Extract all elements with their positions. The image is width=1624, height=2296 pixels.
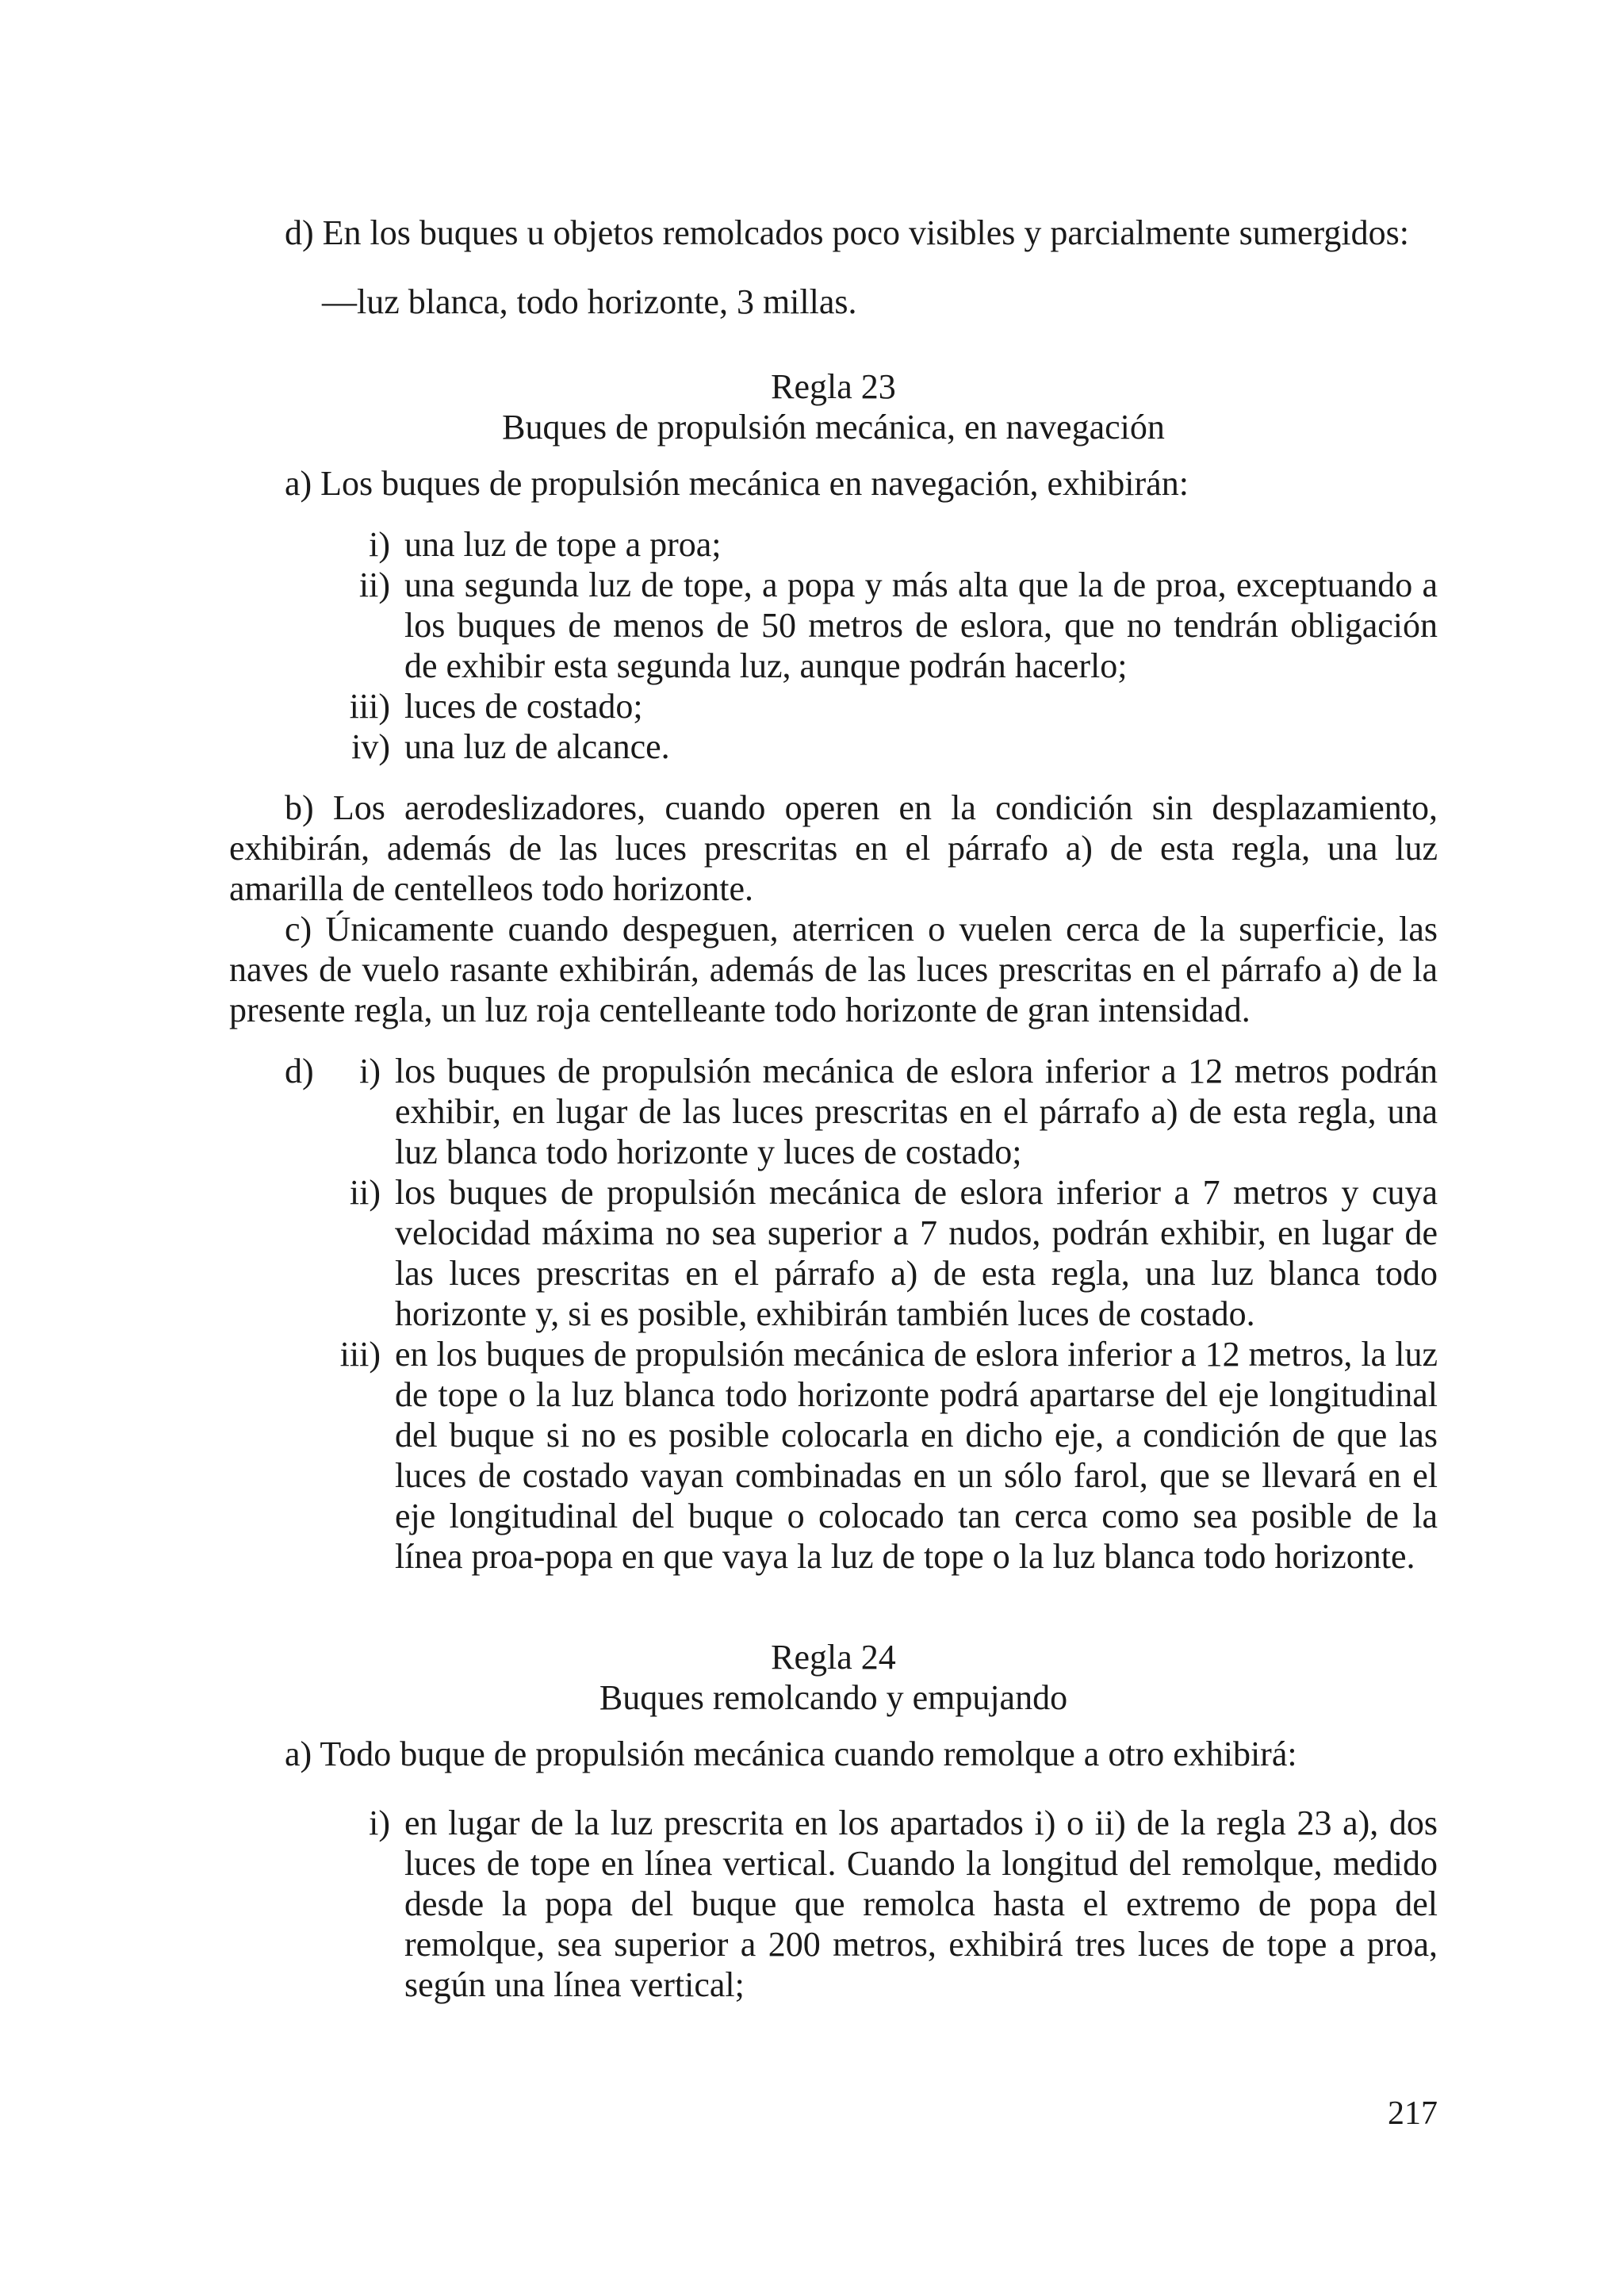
list-item-text: una segunda luz de tope, a popa y más alta que la de proa, exceptuando a los buques de menos de 50 metros de eslora, que no tendrán obligación de exhibir esta segunda luz, aunque podrán hacerlo; bbox=[404, 565, 1438, 685]
regla-23-a-list bbox=[229, 524, 1438, 767]
page-number: 217 bbox=[1388, 2095, 1438, 2132]
list-item-number: i) bbox=[359, 1052, 381, 1091]
list-item-text: los buques de propulsión mecánica de eslora inferior a 7 metros y cuya velocidad máxima no sea superior a 7 nudos, podrán exhibir, en lugar de las luces prescritas en el párrafo a) de esta regla, una luz blanca todo horizonte y, si es posible, exhibirán también luces de costado. bbox=[395, 1173, 1438, 1333]
list-item-text: en los buques de propulsión mecánica de eslora inferior a 12 metros, la luz de tope o la luz blanca todo horizonte podrá apartarse del eje longitudinal del buque si no es posible colocarla en dicho eje, a condición de que las luces de costado vayan combinadas en un sólo farol, que se llevará en el eje longitudinal del buque o colocado tan cerca como sea posible de la línea proa-popa en que vaya la luz de tope o la luz blanca todo horizonte. bbox=[395, 1335, 1438, 1576]
regla-23-para-a: a) Los buques de propulsión mecánica en navegación, exhibirán: bbox=[285, 464, 1189, 503]
regla-23-para-b: b) Los aerodeslizadores, cuando operen en la condición sin desplazamiento, exhibirán, además de las luces prescritas en el párrafo a) de esta regla, una luz amarilla de centelleos todo horizonte. bbox=[229, 788, 1438, 908]
regla-24-para-a: a) Todo buque de propulsión mecánica cuando remolque a otro exhibirá: bbox=[285, 1734, 1297, 1773]
list-item-number: iii) bbox=[349, 687, 390, 726]
list-item bbox=[277, 1803, 1438, 2005]
regla-23-heading bbox=[229, 366, 1438, 447]
list-item bbox=[277, 726, 1438, 767]
paragraph-d-label: d) bbox=[285, 1052, 314, 1091]
list-item-text: una luz de alcance. bbox=[404, 727, 670, 766]
list-item-number: iii) bbox=[339, 1335, 381, 1374]
list-item-number: ii) bbox=[358, 565, 390, 604]
regla-24-subtitle: Buques remolcando y empujando bbox=[599, 1678, 1068, 1717]
list-item-text: luces de costado; bbox=[404, 687, 643, 726]
list-item bbox=[277, 524, 1438, 565]
list-item-number: i) bbox=[369, 1803, 390, 1842]
list-item-number: iv) bbox=[351, 727, 390, 766]
regla-23-d-list bbox=[229, 1051, 1438, 1577]
dash-item: —luz blanca, todo horizonte, 3 millas. bbox=[322, 282, 857, 321]
list-item-number: ii) bbox=[349, 1173, 381, 1212]
paragraph-d-intro: d) En los buques u objetos remolcados poco visibles y parcialmente sumergidos: bbox=[285, 213, 1409, 252]
list-item-text: una luz de tope a proa; bbox=[404, 525, 722, 564]
list-item-text: los buques de propulsión mecánica de eslora inferior a 12 metros podrán exhibir, en lugar de las luces prescritas en el párrafo a) de esta regla, una luz blanca todo horizonte y luces de costado; bbox=[395, 1052, 1438, 1171]
regla-24-title: Regla 24 bbox=[771, 1638, 896, 1677]
list-item bbox=[277, 565, 1438, 686]
regla-24-a-list bbox=[229, 1803, 1438, 2005]
list-item-text: en lugar de la luz prescrita en los apartados i) o ii) de la regla 23 a), dos luces de tope en línea vertical. Cuando la longitud del remolque, medido desde la popa del buque que remolca hasta el extremo de popa del remolque, sea superior a 200 metros, exhibirá tres luces de tope a proa, según una línea vertical; bbox=[404, 1803, 1438, 2004]
list-item bbox=[229, 1172, 1438, 1334]
regla-23-subtitle: Buques de propulsión mecánica, en navegación bbox=[502, 408, 1165, 447]
list-item bbox=[229, 1051, 1438, 1172]
list-item bbox=[277, 686, 1438, 726]
list-item-number: i) bbox=[369, 525, 390, 564]
page-content bbox=[229, 213, 1438, 2005]
regla-23-title: Regla 23 bbox=[771, 367, 896, 406]
list-item bbox=[229, 1334, 1438, 1577]
regla-23-para-c: c) Únicamente cuando despeguen, aterricen o vuelen cerca de la superficie, las naves de vuelo rasante exhibirán, además de las luces prescritas en el párrafo a) de la presente regla, un luz roja centelleante todo horizonte de gran intensidad. bbox=[229, 910, 1438, 1029]
regla-24-heading bbox=[229, 1637, 1438, 1718]
